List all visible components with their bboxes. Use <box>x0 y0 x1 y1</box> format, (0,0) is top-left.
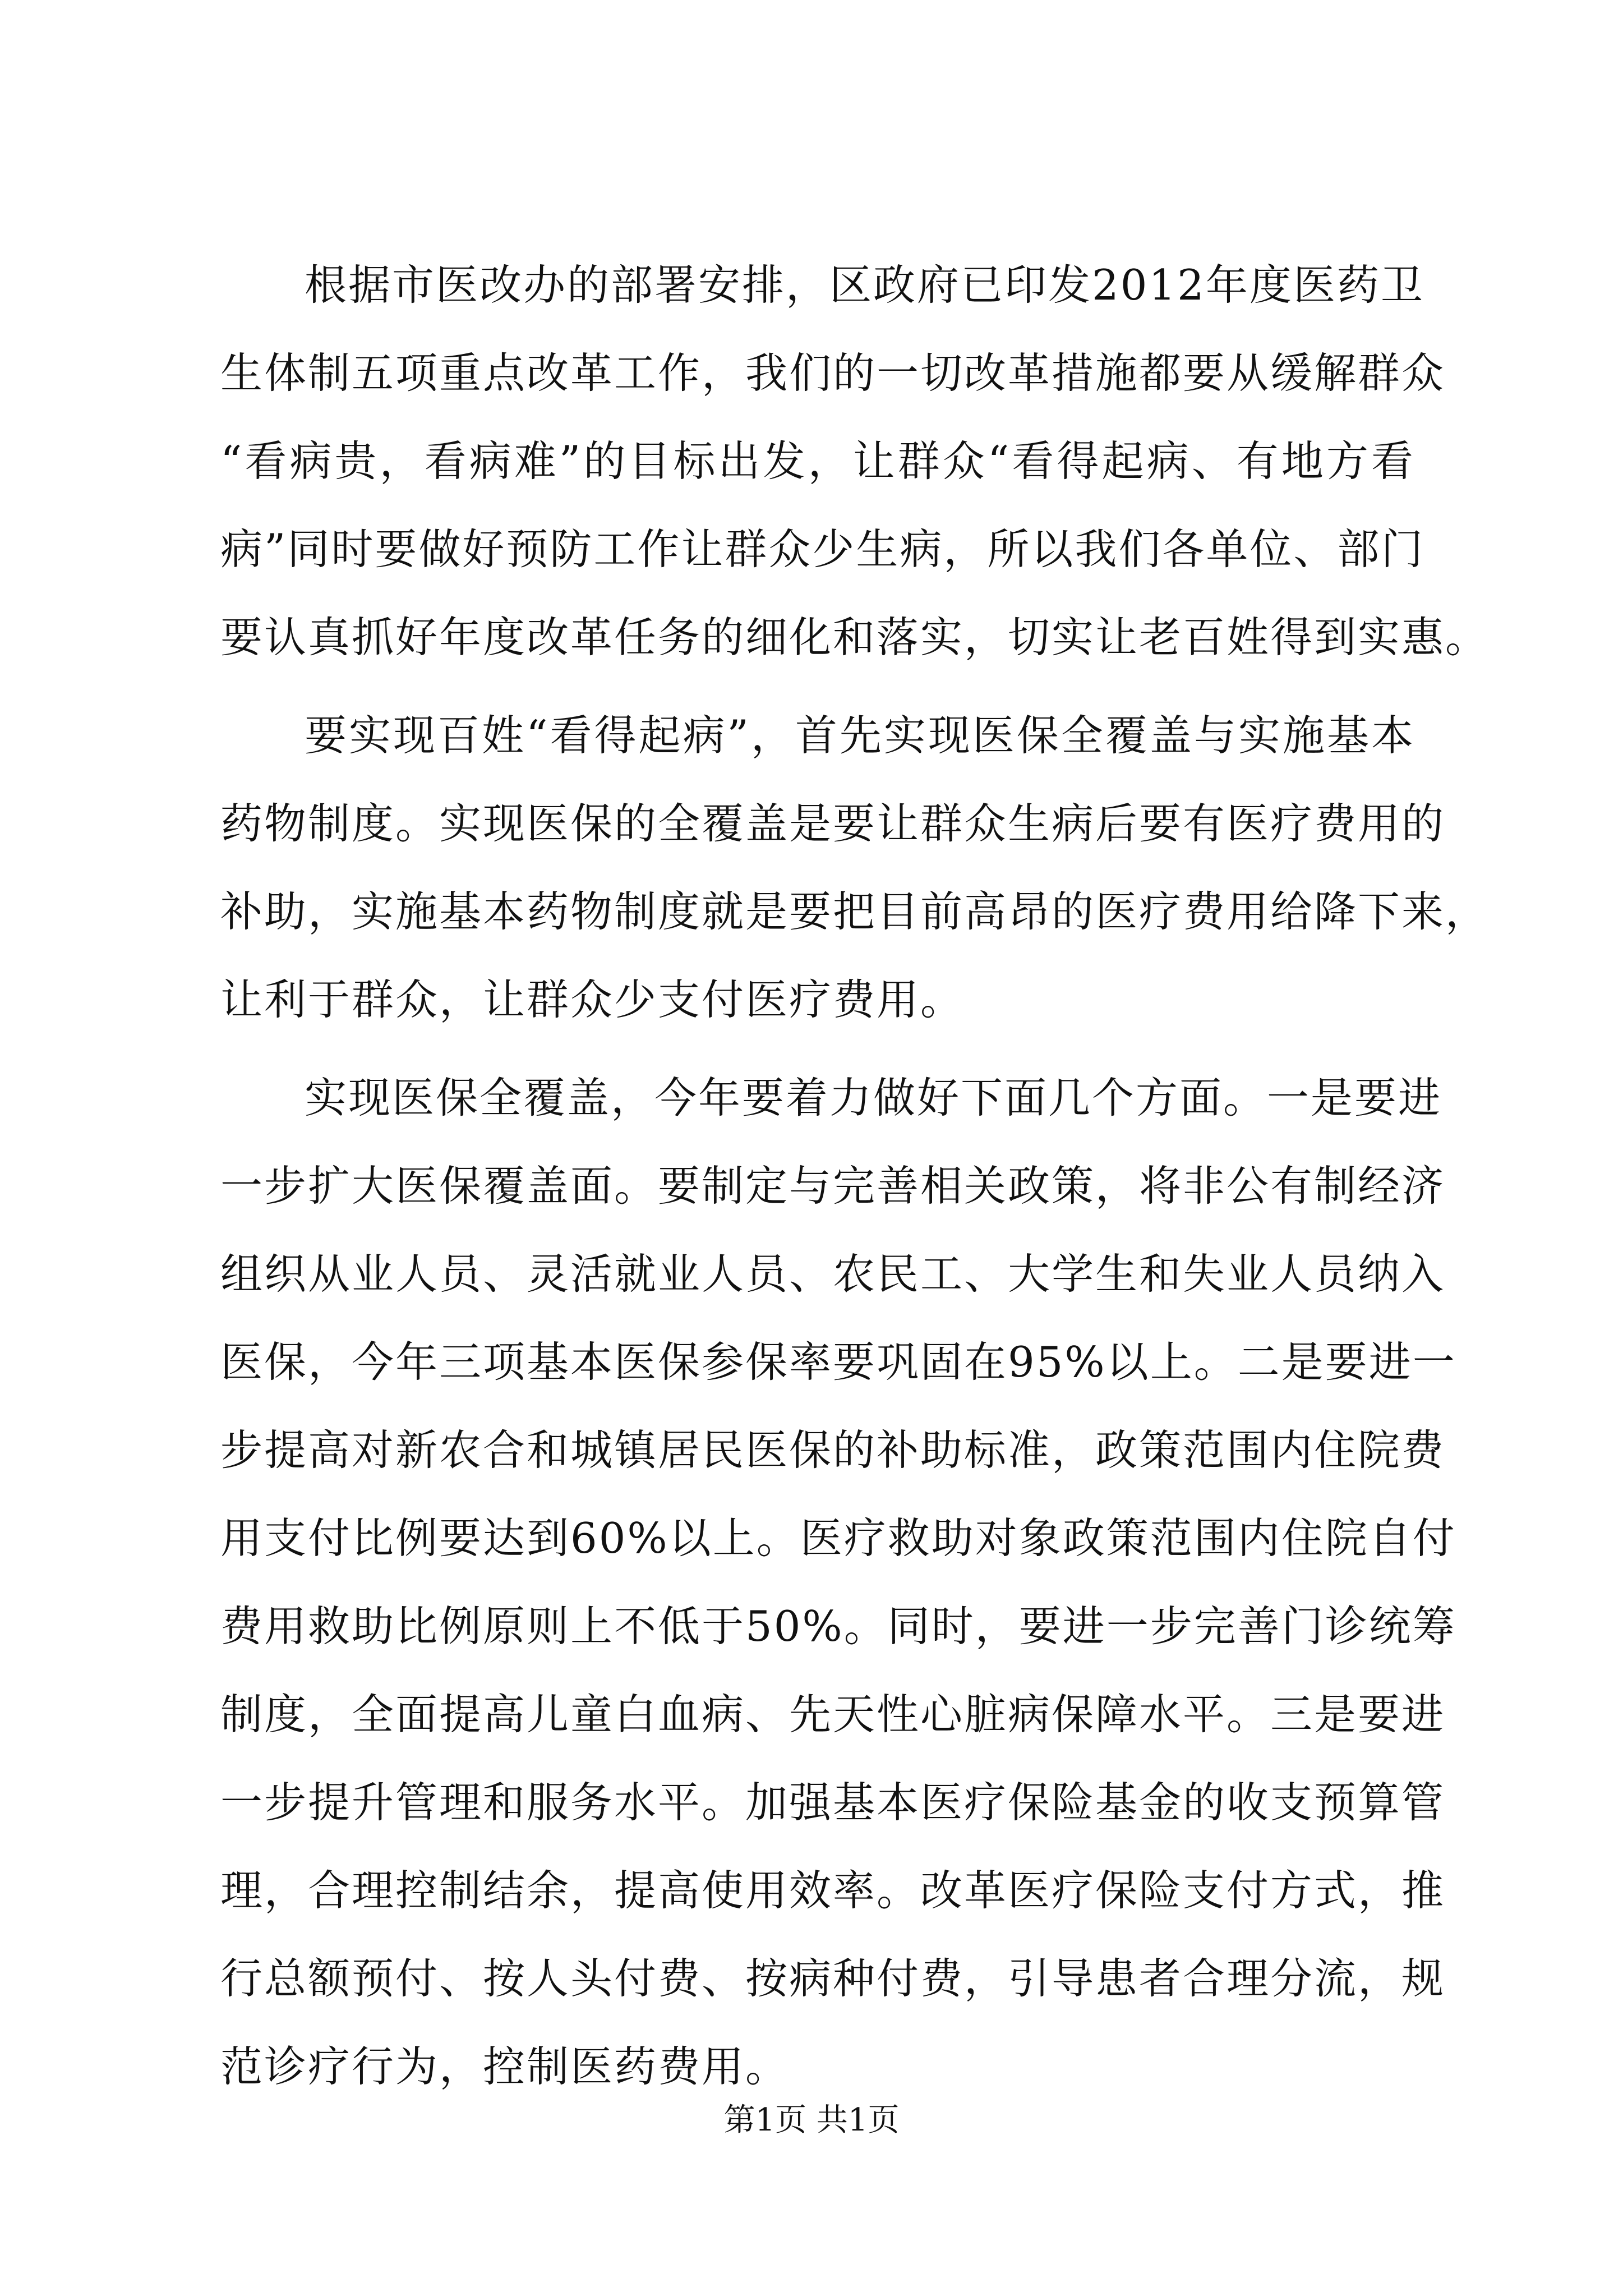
page-footer: 第1页 共1页 <box>723 2102 900 2138</box>
text-line: 制度，全面提高儿童白血病、先天性心脏病保障水平。三是要进 <box>220 1690 1446 1739</box>
text-line: 步提高对新农合和城镇居民医保的补助标准，政策范围内住院费 <box>220 1425 1446 1475</box>
text-line: 病”同时要做好预防工作让群众少生病，所以我们各单位、部门 <box>220 524 1425 574</box>
text-line: 费用救助比例原则上不低于50%。同时，要进一步完善门诊统筹 <box>220 1602 1456 1651</box>
text-line: 根据市医改办的部署安排，区政府已印发2012年度医药卫 <box>305 260 1424 310</box>
paragraph-2 <box>220 692 1490 1044</box>
text-line: 让利于群众，让群众少支付医疗费用。 <box>220 975 965 1024</box>
text-line: 生体制五项重点改革工作，我们的一切改革措施都要从缓解群众 <box>220 348 1446 398</box>
text-line: 药物制度。实现医保的全覆盖是要让群众生病后要有医疗费用的 <box>220 799 1446 848</box>
text-line: “看病贵，看病难”的目标出发，让群众“看得起病、有地方看 <box>220 436 1415 486</box>
text-line: 理，合理控制结余，提高使用效率。改革医疗保险支付方式，推 <box>220 1866 1446 1915</box>
text-line: 要实现百姓“看得起病”，首先实现医保全覆盖与实施基本 <box>305 711 1415 760</box>
text-line: 行总额预付、按人头付费、按病种付费，引导患者合理分流，规 <box>220 1954 1446 2003</box>
text-line: 组织从业人员、灵活就业人员、农民工、大学生和失业人员纳入 <box>220 1249 1446 1299</box>
paragraph-1 <box>220 241 1490 682</box>
text-line: 医保，今年三项基本医保参保率要巩固在95%以上。二是要进一 <box>220 1337 1456 1387</box>
text-line: 范诊疗行为，控制医药费用。 <box>220 2042 790 2091</box>
text-line: 实现医保全覆盖，今年要着力做好下面几个方面。一是要进 <box>305 1073 1442 1122</box>
text-line: 用支付比例要达到60%以上。医疗救助对象政策范围内住院自付 <box>220 1513 1456 1563</box>
document-body <box>220 241 1490 2121</box>
text-line: 一步提升管理和服务水平。加强基本医疗保险基金的收支预算管 <box>220 1778 1446 1827</box>
text-line: 一步扩大医保覆盖面。要制定与完善相关政策，将非公有制经济 <box>220 1161 1446 1211</box>
text-line: 要认真抓好年度改革任务的细化和落实，切实让老百姓得到实惠。 <box>220 613 1490 662</box>
text-line: 补助，实施基本药物制度就是要把目前高昂的医疗费用给降下来， <box>220 887 1490 936</box>
paragraph-3 <box>220 1054 1456 2111</box>
